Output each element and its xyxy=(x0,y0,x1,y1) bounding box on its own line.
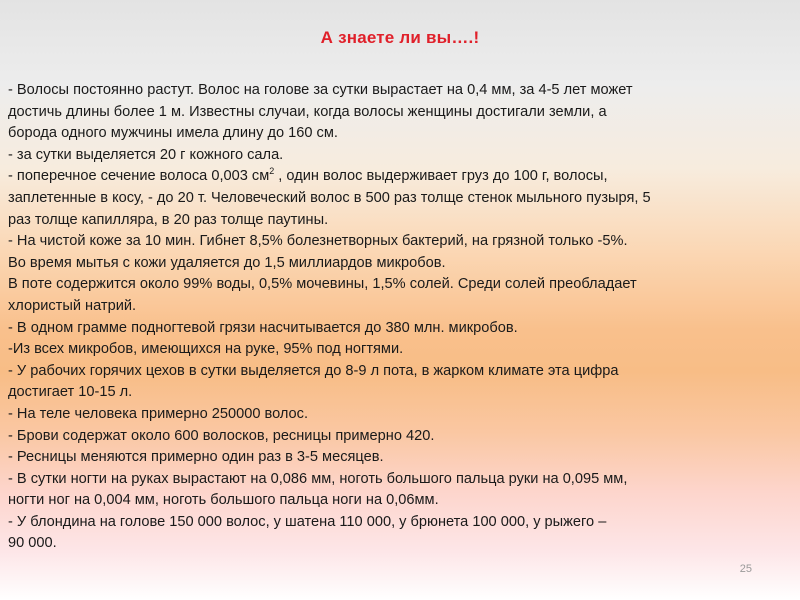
text-line: - за сутки выделяется 20 г кожного сала. xyxy=(8,146,284,163)
text-line: достичь длины более 1 м. Известны случаи, когда волосы женщины достигали земли, а xyxy=(8,103,607,120)
text-line: заплетенные в косу, - до 20 т. Человеческий волос в 500 раз толще стенок мыльного пузыря, 5 xyxy=(8,189,651,206)
text-line: - В сутки ногти на руках вырастают на 0,086 мм, ноготь большого пальца руки на 0,095 мм, xyxy=(8,470,628,487)
text-line: - На теле человека примерно 250000 волос. xyxy=(8,405,309,422)
text-line: - Брови содержат около 600 волосков, ресницы примерно 420. xyxy=(8,427,435,444)
text-line: - Волосы постоянно растут. Волос на голове за сутки вырастает на 0,4 мм, за 4-5 лет может xyxy=(8,82,633,98)
page-number: 25 xyxy=(739,563,752,575)
text-line-cross-section xyxy=(8,166,792,188)
text-line: - У рабочих горячих цехов в сутки выделяется до 8-9 л пота, в жарком климате эта цифра xyxy=(8,362,619,379)
text-line: -Из всех микробов, имеющихся на руке, 95% под ногтями. xyxy=(8,341,404,358)
text-line: - На чистой коже за 10 мин. Гибнет 8,5% болезнетворных бактерий, на грязной только -5%. xyxy=(8,233,628,250)
text-line: - У блондина на голове 150 000 волос, у шатена 110 000, у брюнета 100 000, у рыжего – xyxy=(8,513,607,530)
cross-section-text-rest: , один волос выдерживает груз до 100 г, волосы, xyxy=(274,168,608,185)
text-line: ногти ног на 0,004 мм, ноготь большого пальца ноги на 0,06мм. xyxy=(8,492,439,509)
text-line: Во время мытья с кожи удаляется до 1,5 миллиардов микробов. xyxy=(8,254,446,271)
text-line: хлористый натрий. xyxy=(8,297,137,314)
text-line: раз толще капилляра, в 20 раз толще паутины. xyxy=(8,211,329,228)
text-line: - Ресницы меняются примерно один раз в 3-5 месяцев. xyxy=(8,449,384,466)
text-line: - В одном грамме подногтевой грязи насчитывается до 380 млн. микробов. xyxy=(8,319,518,336)
cross-section-text: - поперечное сечение волоса 0,003 см xyxy=(8,168,270,185)
slide-body-text xyxy=(8,80,792,555)
squared-superscript: 2 xyxy=(269,166,275,177)
text-line: достигает 10-15 л. xyxy=(8,384,133,401)
text-line: 90 000. xyxy=(8,535,57,552)
text-line: борода одного мужчины имела длину до 160 см. xyxy=(8,125,338,142)
slide-title: А знаете ли вы….! xyxy=(320,28,480,47)
text-line: В поте содержится около 99% воды, 0,5% мочевины, 1,5% солей. Среди солей преобладает xyxy=(8,276,637,293)
